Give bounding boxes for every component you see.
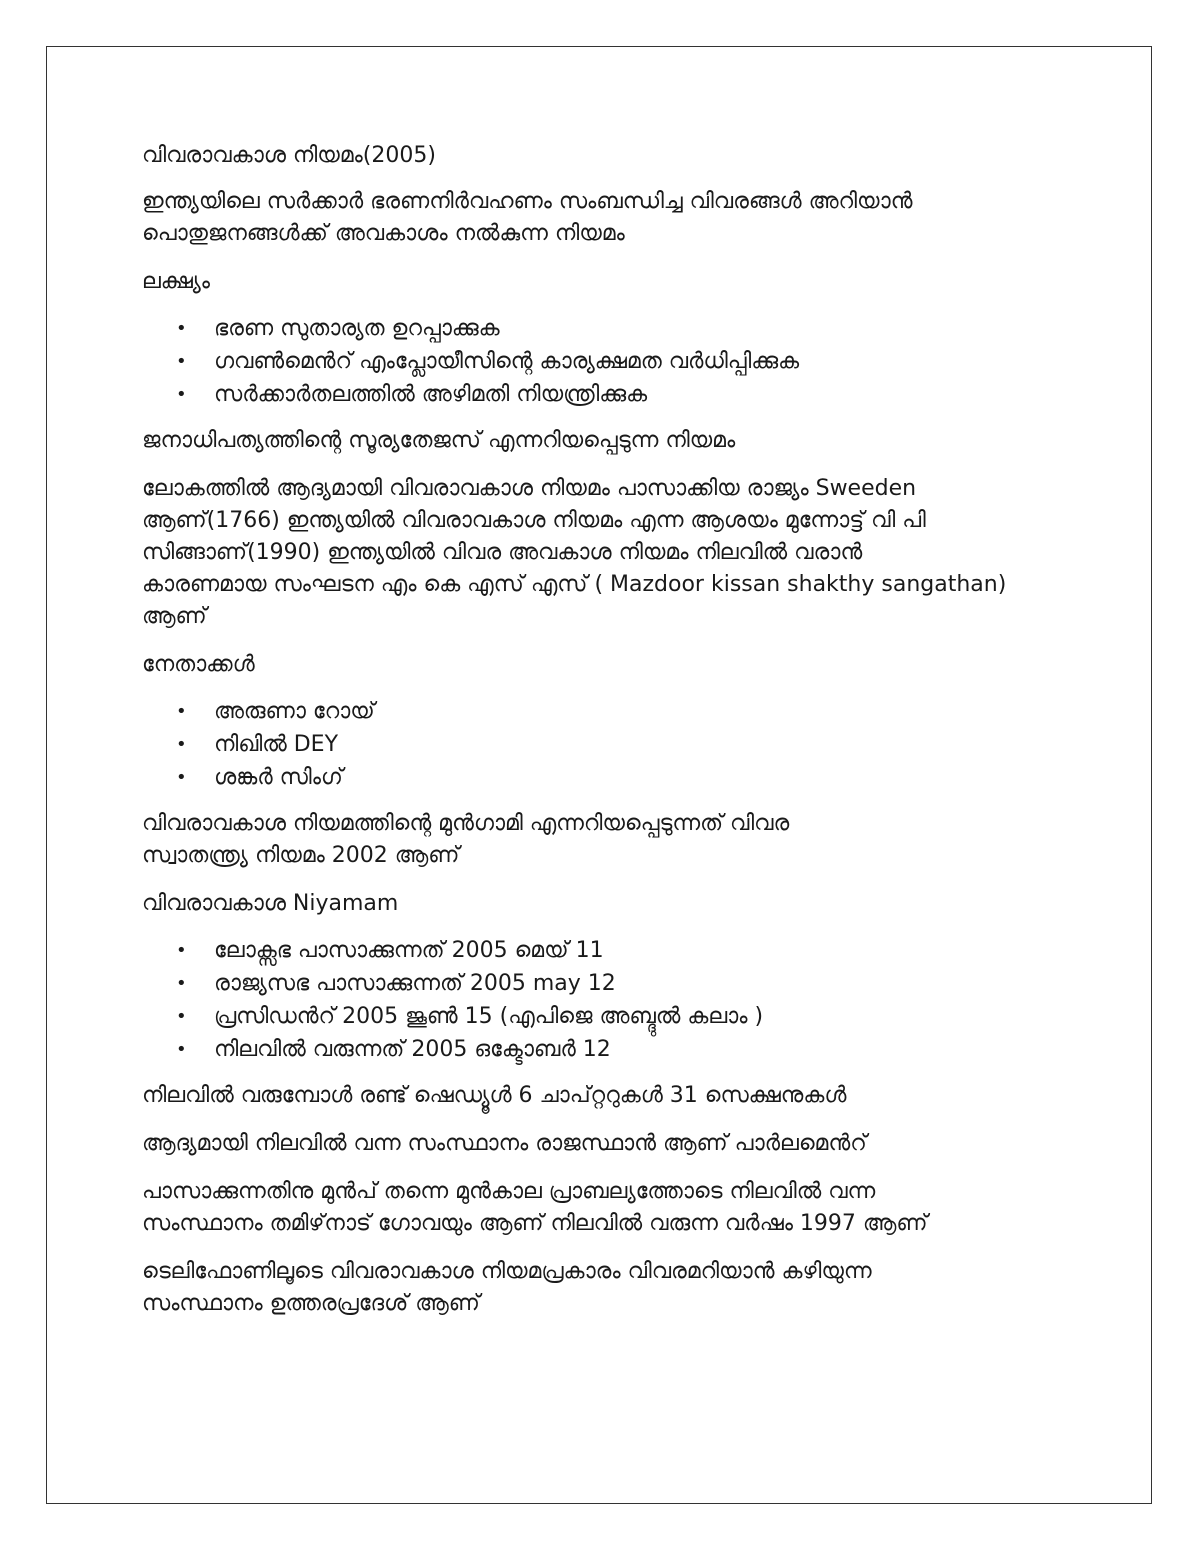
bullet-icon: • [176,1039,187,1060]
telephone-paragraph: ടെലിഫോണിലൂടെ വിവരാവകാശ നിയമപ്രകാരം വിവരമറിയാൻ കഴിയുന്ന സംസ്ഥാനം ഉത്തരപ്രദേശ് ആണ് [142,1259,872,1316]
list-item: • നിലവിൽ വരുന്നത് 2005 ഒക്ടോബർ 12 [142,1033,1042,1066]
earlier-states-paragraph: പാസാക്കുന്നതിനു മുൻപ് തന്നെ മുൻകാല പ്രാബല്യത്തോടെ നിലവിൽ വന്ന സംസ്ഥാനം തമിഴ്‌നാട് ഗോവയും ആണ് നിലവിൽ വരുന്ന വർഷം 1997 ആണ് [142,1179,928,1236]
niyamam-heading: വിവരാവകാശ Niyamam [142,891,399,916]
list-item: • നിഖിൽ DEY [142,728,1042,761]
bullet-icon: • [176,318,187,339]
history-paragraph: ലോകത്തിൽ ആദ്യമായി വിവരാവകാശ നിയമം പാസാക്കിയ രാജ്യം Sweeden ആണ്(1766) ഇന്ത്യയിൽ വിവരാവകാശ നിയമം എന്ന ആശയം മുന്നോട്ട് വി പി സിങ്ങാണ്(1990) ഇന്ത്യയിൽ വിവര അവകാശ നിയമം നിലവിൽ വരാൻ കാരണമായ സംഘടന എം കെ എസ് എസ് ( Mazdoor kissan shakthy sangathan) ആണ് [142,476,1007,629]
bullet-icon: • [176,351,187,372]
list-item: • ഗവൺമെൻറ് എംപ്ലോയീസിന്റെ കാര്യക്ഷമത വർധിപ്പിക്കുക [142,345,1042,378]
bullet-icon: • [176,973,187,994]
sun-line: ജനാധിപത്യത്തിന്റെ സൂര്യതേജസ് എന്നറിയപ്പെടുന്ന നിയമം [142,428,736,453]
document-body [142,140,1042,1336]
timeline-list [142,934,1042,1066]
bullet-icon: • [176,767,187,788]
leaders-heading: നേതാക്കൾ [142,652,255,677]
aims-list [142,312,1042,411]
bullet-icon: • [176,940,187,961]
list-item: • പ്രസിഡൻറ് 2005 ജൂൺ 15 (എപിജെ അബ്ദുൽ കലാം ) [142,1000,1042,1033]
intro-paragraph: ഇന്ത്യയിലെ സർക്കാർ ഭരണനിർവഹണം സംബന്ധിച്ച വിവരങ്ങൾ അറിയാൻ പൊതുജനങ്ങൾക്ക് അവകാശം നൽകുന്ന നിയമം [142,189,913,246]
aims-heading: ലക്ഷ്യം [142,269,211,294]
document-title: വിവരാവകാശ നിയമം(2005) [142,143,436,168]
bullet-icon: • [176,1006,187,1027]
bullet-icon: • [176,701,187,722]
list-item: • ശങ്കർ സിംഗ് [142,761,1042,794]
predecessor-paragraph: വിവരാവകാശ നിയമത്തിന്റെ മുൻഗാമി എന്നറിയപ്പെടുന്നത് വിവര സ്വാതന്ത്ര്യ നിയമം 2002 ആണ് [142,811,790,868]
structure-line: നിലവിൽ വരുമ്പോൾ രണ്ട് ഷെഡ്യൂൾ 6 ചാപ്റ്ററുകൾ 31 സെക്ഷനുകൾ [142,1083,847,1108]
list-item: • അരുണാ റോയ് [142,695,1042,728]
list-item: • ഭരണ സുതാര്യത ഉറപ്പാക്കുക [142,312,1042,345]
leaders-list [142,695,1042,794]
bullet-icon: • [176,734,187,755]
list-item: • സർക്കാർതലത്തിൽ അഴിമതി നിയന്ത്രിക്കുക [142,378,1042,411]
list-item: • രാജ്യസഭ പാസാക്കുന്നത് 2005 may 12 [142,967,1042,1000]
bullet-icon: • [176,384,187,405]
first-state-line: ആദ്യമായി നിലവിൽ വന്ന സംസ്ഥാനം രാജസ്ഥാൻ ആണ് പാർലമെൻറ് [142,1131,867,1156]
list-item: • ലോക്സഭ പാസാക്കുന്നത് 2005 മെയ് 11 [142,934,1042,967]
